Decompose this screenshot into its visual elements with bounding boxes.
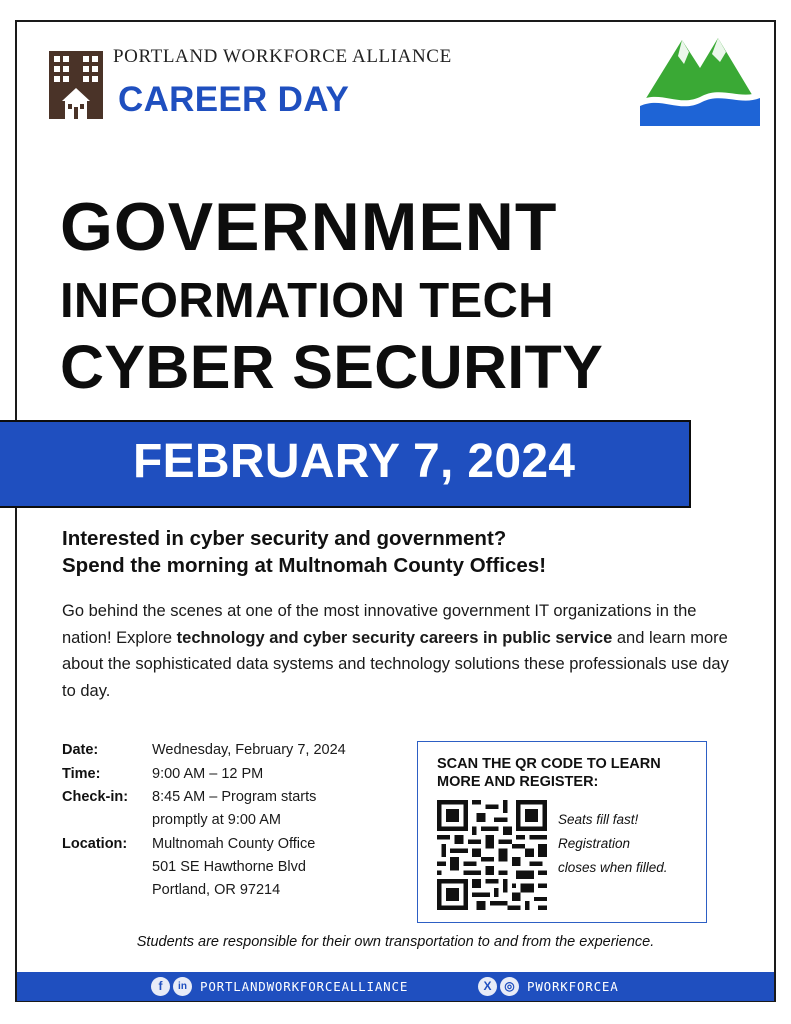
location-label: Location: [62, 836, 128, 852]
footer-handle-left[interactable]: PORTLANDWORKFORCEALLIANCE [200, 979, 409, 994]
qr-heading [437, 755, 697, 791]
title-line-1: GOVERNMENT [60, 189, 558, 265]
qr-note [558, 808, 698, 880]
intro-headline-line-1: Interested in cyber security and government? [62, 527, 507, 550]
qr-code[interactable] [437, 800, 547, 910]
title-line-3: CYBER SECURITY [60, 333, 604, 401]
qr-heading-line-2: MORE AND REGISTER: [437, 774, 599, 790]
location-line-1: Multnomah County Office [152, 836, 316, 852]
date-banner-text: FEBRUARY 7, 2024 [133, 435, 576, 488]
footer-handle-right[interactable]: PWORKFORCEA [527, 979, 619, 994]
qr-note-line-1: Seats fill fast! [558, 812, 639, 827]
date-label: Date: [62, 742, 99, 758]
location-line-2: 501 SE Hawthorne Blvd [152, 859, 306, 875]
instagram-icon[interactable]: ◎ [500, 977, 519, 996]
checkin-value-line-2: promptly at 9:00 AM [152, 812, 281, 828]
qr-heading-line-1: SCAN THE QR CODE TO LEARN [437, 756, 661, 772]
mountain-river-logo [640, 34, 760, 126]
linkedin-icon[interactable]: in [173, 977, 192, 996]
intro-body-text-2: and learn more about the sophisticated data systems and technology solutions these professionals use day to day. [62, 628, 729, 700]
checkin-value-line-1: 8:45 AM – Program starts [152, 789, 317, 805]
intro-body-text-1: Go behind the scenes at one of the most innovative government IT organizations in the nation! Explore [62, 602, 697, 647]
transportation-disclaimer: Students are responsible for their own transportation to and from the experience. [136, 934, 655, 950]
checkin-label: Check-in: [62, 789, 129, 805]
intro-headline-line-2: Spend the morning at Multnomah County Offices! [62, 554, 547, 577]
intro-body-emphasis: technology and cyber security careers in public service [176, 628, 613, 647]
time-value: 9:00 AM – 12 PM [152, 766, 264, 782]
qr-note-line-3: closes when filled. [558, 860, 668, 875]
event-type: CAREER DAY [118, 80, 350, 119]
x-icon[interactable]: X [478, 977, 497, 996]
intro-body [62, 598, 742, 704]
location-line-3: Portland, OR 97214 [152, 882, 281, 898]
title-line-2: INFORMATION TECH [60, 274, 554, 328]
building-icon [49, 51, 103, 119]
date-value: Wednesday, February 7, 2024 [152, 742, 346, 758]
org-name: PORTLAND WORKFORCE ALLIANCE [113, 46, 452, 67]
intro-headline [62, 525, 722, 579]
qr-note-line-2: Registration [558, 836, 631, 851]
facebook-icon[interactable]: f [151, 977, 170, 996]
time-label: Time: [62, 766, 101, 782]
